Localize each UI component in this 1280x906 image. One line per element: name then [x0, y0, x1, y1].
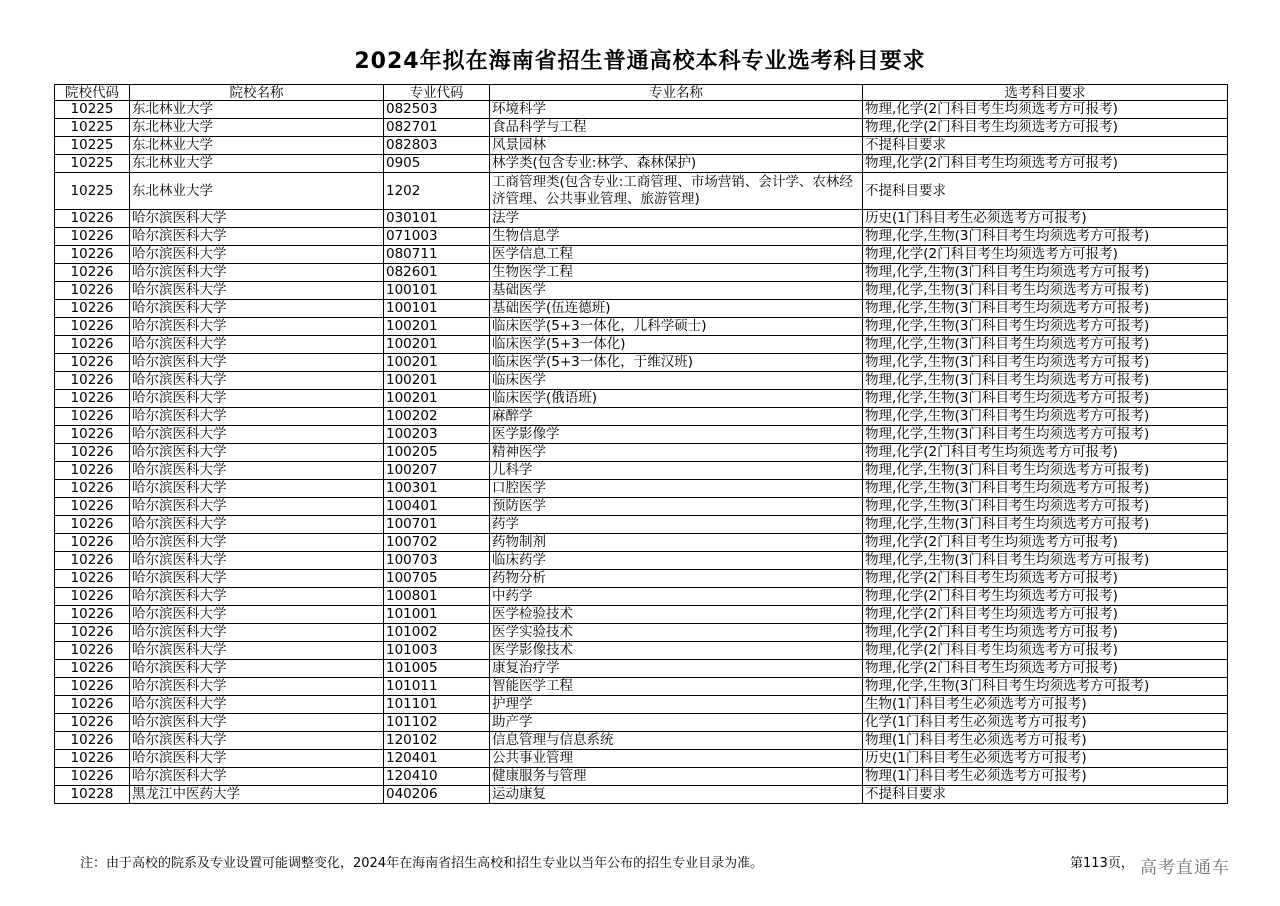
cell-major-code: 100201	[384, 354, 490, 372]
table-row	[55, 390, 1228, 408]
table-body	[55, 101, 1228, 804]
page-number: 第113页，	[1070, 856, 1134, 871]
cell-school-code: 10226	[55, 570, 130, 588]
cell-school-code: 10225	[55, 119, 130, 137]
cell-school-code: 10226	[55, 228, 130, 246]
table-row	[55, 588, 1228, 606]
cell-major-name: 临床药学	[490, 552, 863, 570]
table-row	[55, 101, 1228, 119]
cell-school-code: 10225	[55, 137, 130, 155]
cell-major-code: 100703	[384, 552, 490, 570]
cell-major-code: 101002	[384, 624, 490, 642]
header-school-name: 院校名称	[130, 85, 384, 101]
cell-subject-requirement: 物理,化学(2门科目考生均须选考方可报考)	[863, 155, 1228, 173]
cell-major-name: 预防医学	[490, 498, 863, 516]
cell-major-code: 100203	[384, 426, 490, 444]
cell-subject-requirement: 物理,化学(2门科目考生均须选考方可报考)	[863, 642, 1228, 660]
cell-school-code: 10226	[55, 714, 130, 732]
cell-major-name: 医学信息工程	[490, 246, 863, 264]
cell-school-code: 10226	[55, 336, 130, 354]
cell-subject-requirement: 物理,化学,生物(3门科目考生均须选考方可报考)	[863, 678, 1228, 696]
table-row	[55, 786, 1228, 804]
table-row	[55, 282, 1228, 300]
cell-subject-requirement: 历史(1门科目考生必须选考方可报考)	[863, 210, 1228, 228]
cell-major-code: 100401	[384, 498, 490, 516]
table-row	[55, 570, 1228, 588]
cell-school-name: 东北林业大学	[130, 137, 384, 155]
cell-major-code: 082701	[384, 119, 490, 137]
cell-school-code: 10226	[55, 210, 130, 228]
cell-major-code: 100705	[384, 570, 490, 588]
table-row	[55, 336, 1228, 354]
cell-school-code: 10226	[55, 318, 130, 336]
cell-major-code: 101102	[384, 714, 490, 732]
cell-major-name: 智能医学工程	[490, 678, 863, 696]
header-school-code: 院校代码	[55, 85, 130, 101]
cell-school-code: 10226	[55, 732, 130, 750]
cell-school-name: 哈尔滨医科大学	[130, 246, 384, 264]
table-row	[55, 210, 1228, 228]
cell-subject-requirement: 物理,化学,生物(3门科目考生均须选考方可报考)	[863, 462, 1228, 480]
table-row	[55, 480, 1228, 498]
table-row	[55, 300, 1228, 318]
cell-major-name: 医学影像技术	[490, 642, 863, 660]
cell-major-name: 工商管理类(包含专业:工商管理、市场营销、会计学、农林经济管理、公共事业管理、旅游管理)	[490, 173, 863, 210]
cell-major-code: 040206	[384, 786, 490, 804]
cell-school-name: 哈尔滨医科大学	[130, 642, 384, 660]
cell-school-name: 黑龙江中医药大学	[130, 786, 384, 804]
table-row	[55, 444, 1228, 462]
cell-subject-requirement: 物理,化学(2门科目考生均须选考方可报考)	[863, 444, 1228, 462]
cell-school-code: 10226	[55, 768, 130, 786]
cell-subject-requirement: 物理,化学(2门科目考生均须选考方可报考)	[863, 588, 1228, 606]
table-row	[55, 714, 1228, 732]
cell-major-code: 100801	[384, 588, 490, 606]
cell-subject-requirement: 物理,化学(2门科目考生均须选考方可报考)	[863, 624, 1228, 642]
cell-school-name: 哈尔滨医科大学	[130, 408, 384, 426]
table-row	[55, 606, 1228, 624]
cell-school-name: 东北林业大学	[130, 173, 384, 210]
cell-major-name: 医学检验技术	[490, 606, 863, 624]
table-row	[55, 246, 1228, 264]
cell-major-code: 100201	[384, 336, 490, 354]
cell-school-name: 哈尔滨医科大学	[130, 588, 384, 606]
cell-school-name: 哈尔滨医科大学	[130, 318, 384, 336]
cell-school-name: 东北林业大学	[130, 119, 384, 137]
footer-note: 注：由于高校的院系及专业设置可能调整变化，2024年在海南省招生高校和招生专业以当年公布的招生专业目录为准。	[80, 856, 764, 871]
cell-major-code: 082803	[384, 137, 490, 155]
cell-major-name: 生物信息学	[490, 228, 863, 246]
cell-major-name: 药物分析	[490, 570, 863, 588]
cell-major-name: 医学影像学	[490, 426, 863, 444]
cell-major-code: 100201	[384, 372, 490, 390]
cell-major-name: 生物医学工程	[490, 264, 863, 282]
cell-school-code: 10226	[55, 660, 130, 678]
cell-school-code: 10226	[55, 426, 130, 444]
cell-school-name: 哈尔滨医科大学	[130, 714, 384, 732]
cell-school-name: 哈尔滨医科大学	[130, 552, 384, 570]
cell-school-name: 哈尔滨医科大学	[130, 624, 384, 642]
cell-major-code: 100205	[384, 444, 490, 462]
cell-subject-requirement: 物理,化学,生物(3门科目考生均须选考方可报考)	[863, 336, 1228, 354]
cell-major-name: 儿科学	[490, 462, 863, 480]
cell-major-name: 护理学	[490, 696, 863, 714]
cell-subject-requirement: 物理,化学(2门科目考生均须选考方可报考)	[863, 119, 1228, 137]
cell-major-code: 1202	[384, 173, 490, 210]
watermark: 高考直通车	[1140, 858, 1230, 878]
cell-school-code: 10226	[55, 246, 130, 264]
cell-school-code: 10226	[55, 552, 130, 570]
cell-school-code: 10226	[55, 678, 130, 696]
table-row	[55, 750, 1228, 768]
cell-major-code: 120102	[384, 732, 490, 750]
cell-major-code: 101101	[384, 696, 490, 714]
table-row	[55, 318, 1228, 336]
cell-major-code: 071003	[384, 228, 490, 246]
cell-subject-requirement: 物理,化学,生物(3门科目考生均须选考方可报考)	[863, 354, 1228, 372]
table-row	[55, 372, 1228, 390]
table-row	[55, 426, 1228, 444]
table-row	[55, 732, 1228, 750]
cell-major-name: 临床医学	[490, 372, 863, 390]
cell-major-code: 100202	[384, 408, 490, 426]
table-row	[55, 228, 1228, 246]
cell-school-code: 10226	[55, 624, 130, 642]
cell-major-name: 助产学	[490, 714, 863, 732]
cell-school-code: 10226	[55, 354, 130, 372]
cell-subject-requirement: 物理,化学,生物(3门科目考生均须选考方可报考)	[863, 390, 1228, 408]
cell-subject-requirement: 物理,化学,生物(3门科目考生均须选考方可报考)	[863, 264, 1228, 282]
cell-school-name: 哈尔滨医科大学	[130, 750, 384, 768]
cell-school-code: 10226	[55, 588, 130, 606]
cell-major-code: 100701	[384, 516, 490, 534]
cell-school-code: 10226	[55, 390, 130, 408]
cell-subject-requirement: 物理,化学,生物(3门科目考生均须选考方可报考)	[863, 282, 1228, 300]
cell-school-code: 10226	[55, 516, 130, 534]
cell-major-code: 101003	[384, 642, 490, 660]
cell-subject-requirement: 物理,化学(2门科目考生均须选考方可报考)	[863, 660, 1228, 678]
cell-school-code: 10226	[55, 462, 130, 480]
cell-major-name: 临床医学(5+3一体化)	[490, 336, 863, 354]
cell-school-code: 10226	[55, 498, 130, 516]
cell-subject-requirement: 物理,化学(2门科目考生均须选考方可报考)	[863, 101, 1228, 119]
cell-major-code: 100207	[384, 462, 490, 480]
cell-school-name: 哈尔滨医科大学	[130, 210, 384, 228]
cell-school-name: 哈尔滨医科大学	[130, 768, 384, 786]
cell-major-code: 082503	[384, 101, 490, 119]
header-major-name: 专业名称	[490, 85, 863, 101]
cell-major-name: 药学	[490, 516, 863, 534]
table-row	[55, 264, 1228, 282]
cell-school-name: 哈尔滨医科大学	[130, 264, 384, 282]
cell-school-name: 哈尔滨医科大学	[130, 498, 384, 516]
table-row	[55, 534, 1228, 552]
cell-school-name: 哈尔滨医科大学	[130, 462, 384, 480]
cell-school-name: 哈尔滨医科大学	[130, 426, 384, 444]
cell-subject-requirement: 不提科目要求	[863, 786, 1228, 804]
cell-subject-requirement: 物理,化学(2门科目考生均须选考方可报考)	[863, 606, 1228, 624]
cell-major-name: 运动康复	[490, 786, 863, 804]
header-subject-requirement: 选考科目要求	[863, 85, 1228, 101]
table-header-row	[55, 85, 1228, 101]
cell-subject-requirement: 物理,化学,生物(3门科目考生均须选考方可报考)	[863, 426, 1228, 444]
cell-major-name: 基础医学	[490, 282, 863, 300]
cell-school-name: 哈尔滨医科大学	[130, 570, 384, 588]
cell-school-name: 哈尔滨医科大学	[130, 516, 384, 534]
cell-school-code: 10226	[55, 282, 130, 300]
table-row	[55, 660, 1228, 678]
cell-subject-requirement: 物理,化学,生物(3门科目考生均须选考方可报考)	[863, 300, 1228, 318]
requirements-table	[54, 84, 1228, 804]
cell-subject-requirement: 物理(1门科目考生必须选考方可报考)	[863, 732, 1228, 750]
cell-school-name: 东北林业大学	[130, 101, 384, 119]
cell-major-name: 医学实验技术	[490, 624, 863, 642]
cell-major-code: 030101	[384, 210, 490, 228]
cell-school-name: 哈尔滨医科大学	[130, 372, 384, 390]
cell-subject-requirement: 物理,化学,生物(3门科目考生均须选考方可报考)	[863, 498, 1228, 516]
cell-major-name: 临床医学(5+3一体化，于维汉班)	[490, 354, 863, 372]
table-row	[55, 498, 1228, 516]
cell-school-code: 10226	[55, 750, 130, 768]
cell-subject-requirement: 物理,化学(2门科目考生均须选考方可报考)	[863, 246, 1228, 264]
cell-subject-requirement: 物理,化学,生物(3门科目考生均须选考方可报考)	[863, 372, 1228, 390]
cell-subject-requirement: 化学(1门科目考生必须选考方可报考)	[863, 714, 1228, 732]
cell-subject-requirement: 物理,化学,生物(3门科目考生均须选考方可报考)	[863, 318, 1228, 336]
cell-major-name: 临床医学(俄语班)	[490, 390, 863, 408]
cell-school-code: 10228	[55, 786, 130, 804]
cell-school-code: 10226	[55, 300, 130, 318]
table-row	[55, 768, 1228, 786]
cell-major-code: 100702	[384, 534, 490, 552]
cell-school-name: 哈尔滨医科大学	[130, 354, 384, 372]
table-row	[55, 552, 1228, 570]
table-row	[55, 408, 1228, 426]
cell-school-name: 哈尔滨医科大学	[130, 660, 384, 678]
cell-major-code: 100301	[384, 480, 490, 498]
cell-major-name: 麻醉学	[490, 408, 863, 426]
header-major-code: 专业代码	[384, 85, 490, 101]
cell-school-code: 10226	[55, 264, 130, 282]
cell-school-name: 哈尔滨医科大学	[130, 228, 384, 246]
cell-major-code: 120401	[384, 750, 490, 768]
cell-major-code: 100201	[384, 390, 490, 408]
table-row	[55, 462, 1228, 480]
table-row	[55, 624, 1228, 642]
cell-major-code: 0905	[384, 155, 490, 173]
cell-school-name: 哈尔滨医科大学	[130, 480, 384, 498]
cell-school-code: 10226	[55, 534, 130, 552]
cell-school-name: 哈尔滨医科大学	[130, 678, 384, 696]
cell-major-name: 药物制剂	[490, 534, 863, 552]
table-row	[55, 678, 1228, 696]
cell-subject-requirement: 物理,化学,生物(3门科目考生均须选考方可报考)	[863, 408, 1228, 426]
cell-subject-requirement: 物理,化学,生物(3门科目考生均须选考方可报考)	[863, 228, 1228, 246]
cell-major-name: 公共事业管理	[490, 750, 863, 768]
cell-major-code: 120410	[384, 768, 490, 786]
cell-school-name: 哈尔滨医科大学	[130, 444, 384, 462]
cell-school-name: 哈尔滨医科大学	[130, 534, 384, 552]
cell-major-code: 080711	[384, 246, 490, 264]
cell-subject-requirement: 生物(1门科目考生必须选考方可报考)	[863, 696, 1228, 714]
cell-school-name: 哈尔滨医科大学	[130, 300, 384, 318]
cell-major-code: 100101	[384, 282, 490, 300]
cell-school-code: 10226	[55, 606, 130, 624]
cell-major-code: 101001	[384, 606, 490, 624]
cell-major-name: 风景园林	[490, 137, 863, 155]
cell-subject-requirement: 物理(1门科目考生必须选考方可报考)	[863, 768, 1228, 786]
cell-major-name: 健康服务与管理	[490, 768, 863, 786]
cell-school-name: 哈尔滨医科大学	[130, 336, 384, 354]
cell-school-code: 10226	[55, 696, 130, 714]
cell-school-code: 10226	[55, 408, 130, 426]
cell-major-name: 精神医学	[490, 444, 863, 462]
cell-school-code: 10226	[55, 372, 130, 390]
table-row	[55, 137, 1228, 155]
cell-school-name: 哈尔滨医科大学	[130, 606, 384, 624]
cell-major-name: 食品科学与工程	[490, 119, 863, 137]
cell-major-name: 口腔医学	[490, 480, 863, 498]
table-row	[55, 696, 1228, 714]
cell-major-code: 100201	[384, 318, 490, 336]
cell-subject-requirement: 物理,化学,生物(3门科目考生均须选考方可报考)	[863, 552, 1228, 570]
cell-major-code: 100101	[384, 300, 490, 318]
cell-school-name: 哈尔滨医科大学	[130, 732, 384, 750]
cell-school-code: 10226	[55, 444, 130, 462]
cell-school-code: 10226	[55, 642, 130, 660]
table-row	[55, 642, 1228, 660]
table-row	[55, 354, 1228, 372]
table-row	[55, 516, 1228, 534]
table-row	[55, 173, 1228, 210]
table-row	[55, 119, 1228, 137]
cell-subject-requirement: 物理,化学(2门科目考生均须选考方可报考)	[863, 534, 1228, 552]
page-title: 2024年拟在海南省招生普通高校本科专业选考科目要求	[354, 49, 926, 74]
cell-subject-requirement: 物理,化学,生物(3门科目考生均须选考方可报考)	[863, 516, 1228, 534]
cell-school-name: 哈尔滨医科大学	[130, 282, 384, 300]
cell-subject-requirement: 历史(1门科目考生必须选考方可报考)	[863, 750, 1228, 768]
table-row	[55, 155, 1228, 173]
cell-major-name: 信息管理与信息系统	[490, 732, 863, 750]
cell-school-code: 10225	[55, 101, 130, 119]
cell-major-code: 101005	[384, 660, 490, 678]
cell-school-name: 东北林业大学	[130, 155, 384, 173]
cell-major-code: 101011	[384, 678, 490, 696]
cell-major-name: 基础医学(伍连德班)	[490, 300, 863, 318]
cell-school-name: 哈尔滨医科大学	[130, 390, 384, 408]
cell-subject-requirement: 不提科目要求	[863, 173, 1228, 210]
cell-major-name: 法学	[490, 210, 863, 228]
cell-subject-requirement: 物理,化学(2门科目考生均须选考方可报考)	[863, 570, 1228, 588]
cell-school-code: 10225	[55, 173, 130, 210]
cell-school-code: 10225	[55, 155, 130, 173]
cell-major-code: 082601	[384, 264, 490, 282]
cell-major-name: 康复治疗学	[490, 660, 863, 678]
cell-major-name: 中药学	[490, 588, 863, 606]
cell-school-name: 哈尔滨医科大学	[130, 696, 384, 714]
cell-subject-requirement: 不提科目要求	[863, 137, 1228, 155]
cell-school-code: 10226	[55, 480, 130, 498]
cell-subject-requirement: 物理,化学,生物(3门科目考生均须选考方可报考)	[863, 480, 1228, 498]
cell-major-name: 林学类(包含专业:林学、森林保护)	[490, 155, 863, 173]
cell-major-name: 临床医学(5+3一体化，儿科学硕士)	[490, 318, 863, 336]
cell-major-name: 环境科学	[490, 101, 863, 119]
